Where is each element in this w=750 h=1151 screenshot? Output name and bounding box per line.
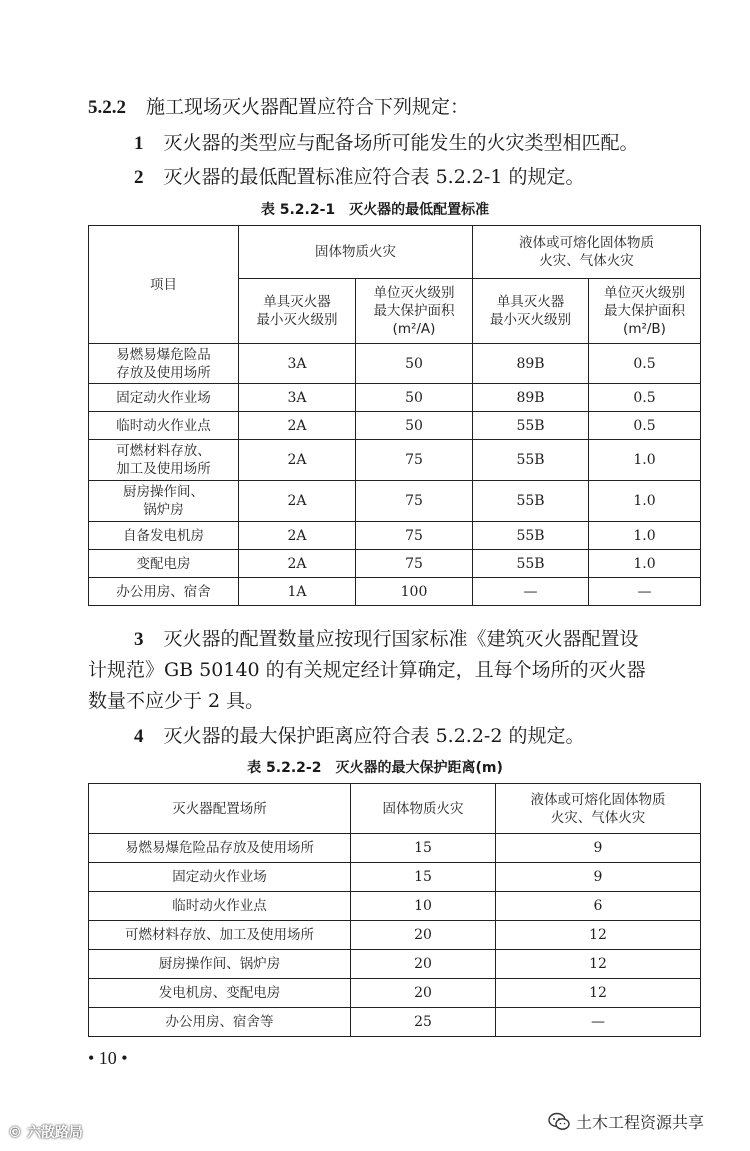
table-row: 发电机房、变配电房 20 12 — [89, 979, 701, 1008]
section-number: 5.2.2 — [88, 97, 126, 118]
para3-line-1: 3 灭火器的配置数量应按现行国家标准《建筑灭火器配置设 — [134, 628, 639, 650]
header-liquid: 液体或可熔化固体物质 火灾、气体火灾 — [496, 784, 701, 834]
table2-caption — [0, 757, 750, 777]
watermark-right-text: 土木工程资源共享 — [576, 1113, 705, 1132]
table-row: 易燃易爆危险品存放及使用场所 15 9 — [89, 834, 701, 863]
table1-caption-title: 灭火器的最低配置标准 — [349, 202, 490, 218]
item-1-text: 灭火器的类型应与配备场所可能发生的火灾类型相匹配。 — [163, 132, 639, 154]
table-row: 办公用房、宿舍等 25 — — [89, 1008, 701, 1037]
table1-caption — [0, 199, 750, 219]
para3-line-3: 数量不应少于 2 具。 — [88, 690, 265, 712]
header-item: 项目 — [89, 226, 239, 344]
table1-caption-number: 表 5.2.2-1 — [260, 202, 336, 218]
item-2-text: 灭火器的最低配置标准应符合表 5.2.2-1 的规定。 — [163, 166, 585, 188]
item-2-number: 2 — [134, 167, 144, 188]
table2-caption-title: 灭火器的最大保护距离(m) — [335, 760, 503, 776]
para3-number: 3 — [134, 629, 144, 650]
section-heading — [88, 94, 469, 121]
table-row: 易燃易爆危险品 存放及使用场所 3A 50 89B 0.5 — [89, 344, 701, 384]
table-row: 厨房操作间、 锅炉房 2A 75 55B 1.0 — [89, 481, 701, 522]
item-1-number: 1 — [134, 133, 144, 154]
table-row: 厨房操作间、锅炉房 20 12 — [89, 950, 701, 979]
wechat-icon — [548, 1112, 570, 1132]
header-min-level-b: 单具灭火器 最小灭火级别 — [473, 279, 589, 344]
header-place: 灭火器配置场所 — [89, 784, 351, 834]
table-min-config — [88, 225, 701, 606]
header-min-level-a: 单具灭火器 最小灭火级别 — [239, 279, 356, 344]
table-row: 固定动火作业场 15 9 — [89, 863, 701, 892]
table-max-distance — [88, 783, 701, 1037]
para3-line-2: 计规范》GB 50140 的有关规定经计算确定，且每个场所的灭火器 — [88, 659, 646, 681]
header-liquid-fire: 液体或可熔化固体物质 火灾、气体火灾 — [473, 226, 701, 279]
header-solid: 固体物质火灾 — [351, 784, 496, 834]
item-2 — [134, 164, 584, 191]
para4: 4 灭火器的最大保护距离应符合表 5.2.2-2 的规定。 — [134, 725, 585, 747]
watermark-left: © 六散路局 — [8, 1125, 83, 1141]
watermark-right — [548, 1110, 704, 1133]
header-area-a: 单位灭火级别 最大保护面积 (m²/A) — [356, 279, 473, 344]
table-row: 可燃材料存放、加工及使用场所 20 12 — [89, 921, 701, 950]
table-row: 变配电房 2A 75 55B 1.0 — [89, 550, 701, 578]
table-row: 可燃材料存放、 加工及使用场所 2A 75 55B 1.0 — [89, 440, 701, 481]
table-row: 临时动火作业点 2A 50 55B 0.5 — [89, 412, 701, 440]
table-row: 自备发电机房 2A 75 55B 1.0 — [89, 522, 701, 550]
header-area-b: 单位灭火级别 最大保护面积 (m²/B) — [589, 279, 701, 344]
table-row: 固定动火作业场 3A 50 89B 0.5 — [89, 384, 701, 412]
table2-caption-number: 表 5.2.2-2 — [247, 760, 322, 776]
item-1 — [134, 130, 639, 157]
para4-number: 4 — [134, 726, 144, 747]
table-row: 临时动火作业点 10 6 — [89, 892, 701, 921]
table-row: 办公用房、宿舍 1A 100 — — — [89, 578, 701, 606]
header-solid-fire: 固体物质火灾 — [239, 226, 473, 279]
page-number: • 10 • — [88, 1048, 128, 1068]
section-text: 施工现场灭火器配置应符合下列规定： — [146, 96, 470, 118]
